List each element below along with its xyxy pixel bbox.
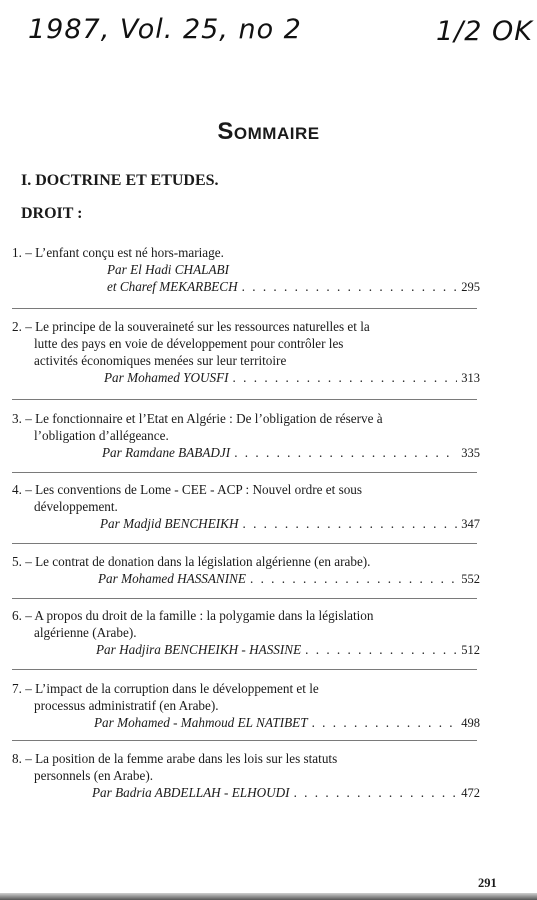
toc-entry-3 (12, 410, 480, 462)
scan-edge-shadow (0, 893, 537, 900)
entry-page-number: 295 (461, 280, 480, 294)
handwritten-annotation (28, 14, 533, 45)
entry-title-line: personnels (en Arabe). (34, 768, 154, 783)
entry-title-line: l’obligation d’allégeance. (34, 428, 169, 443)
divider (12, 308, 477, 309)
leader-dots (242, 278, 458, 295)
divider (12, 399, 477, 400)
entry-page-number: 498 (461, 716, 480, 730)
toc-entry-5 (12, 553, 480, 588)
entry-author: Par El Hadi CHALABI (107, 262, 229, 277)
leader-dots (312, 714, 458, 731)
toc-entry-4 (12, 481, 480, 533)
toc-entry-2 (12, 318, 480, 387)
entry-title-line: 5. – Le contrat de donation dans la législation algérienne (en arabe). (12, 554, 371, 569)
entry-author-row (12, 369, 480, 387)
divider (12, 740, 477, 741)
entry-title-line: 7. – L’impact de la corruption dans le développement et le (12, 681, 319, 696)
entry-author-row (12, 714, 480, 732)
entry-author-row (12, 444, 480, 462)
entry-author: Par Ramdane BABADJI (102, 445, 231, 460)
section-heading-doctrine: I. DOCTRINE ET ETUDES. (21, 172, 219, 189)
entry-author-row (12, 784, 480, 802)
leader-dots (305, 641, 457, 658)
divider (12, 598, 477, 599)
leader-dots (294, 784, 458, 801)
handwritten-volume-note: 1987, Vol. 25, no 2 (28, 14, 302, 45)
toc-entry-8 (12, 750, 480, 802)
page-title: Sommaire (217, 118, 320, 145)
entry-author-row (12, 570, 480, 588)
entry-author: Par Mohamed HASSANINE (98, 571, 246, 586)
leader-dots (242, 515, 457, 532)
entry-author-row (12, 278, 480, 296)
divider (12, 472, 477, 473)
entry-title-line: développement. (34, 499, 118, 514)
toc-entry-1 (12, 244, 480, 296)
entry-author: Par Badria ABDELLAH - ELHOUDI (92, 785, 290, 800)
divider (12, 543, 477, 544)
divider (12, 669, 477, 670)
page-number: 291 (478, 876, 497, 890)
entry-author: et Charef MEKARBECH (107, 279, 238, 294)
entry-title-line: 2. – Le principe de la souveraineté sur les ressources naturelles et la (12, 319, 370, 334)
leader-dots (250, 570, 457, 587)
entry-title-line: 1. – L’enfant conçu est né hors-mariage. (12, 245, 224, 260)
entry-author: Par Mohamed - Mahmoud EL NATIBET (94, 715, 308, 730)
entry-page-number: 552 (461, 572, 480, 586)
section-heading-droit: DROIT : (21, 205, 83, 222)
entry-author-row (12, 515, 480, 533)
entry-title-line: activités économiques menées sur leur territoire (34, 353, 287, 368)
entry-title-line: 8. – La position de la femme arabe dans les lois sur les statuts (12, 751, 338, 766)
leader-dots (234, 444, 457, 461)
entry-author: Par Mohamed YOUSFI (104, 370, 229, 385)
entry-page-number: 347 (461, 517, 480, 531)
entry-page-number: 512 (461, 643, 480, 657)
leader-dots (233, 369, 458, 386)
handwritten-ok-mark: 1/2 OK (436, 16, 533, 47)
toc-entry-7 (12, 680, 480, 732)
entry-title-line: 4. – Les conventions de Lome - CEE - ACP : Nouvel ordre et sous (12, 482, 363, 497)
entry-page-number: 313 (461, 371, 480, 385)
entry-title-line: 6. – A propos du droit de la famille : la polygamie dans la législation (12, 608, 374, 623)
entry-page-number: 335 (461, 446, 480, 460)
entry-page-number: 472 (461, 786, 480, 800)
entry-title-line: algérienne (Arabe). (34, 625, 137, 640)
entry-author: Par Madjid BENCHEIKH (100, 516, 239, 531)
entry-title-line: processus administratif (en Arabe). (34, 698, 219, 713)
toc-entry-6 (12, 607, 480, 659)
entry-author: Par Hadjira BENCHEIKH - HASSINE (96, 642, 302, 657)
entry-title-line: 3. – Le fonctionnaire et l’Etat en Algérie : De l’obligation de réserve à (12, 411, 383, 426)
entry-author-row (12, 641, 480, 659)
entry-title-line: lutte des pays en voie de développement pour contrôler les (34, 336, 344, 351)
